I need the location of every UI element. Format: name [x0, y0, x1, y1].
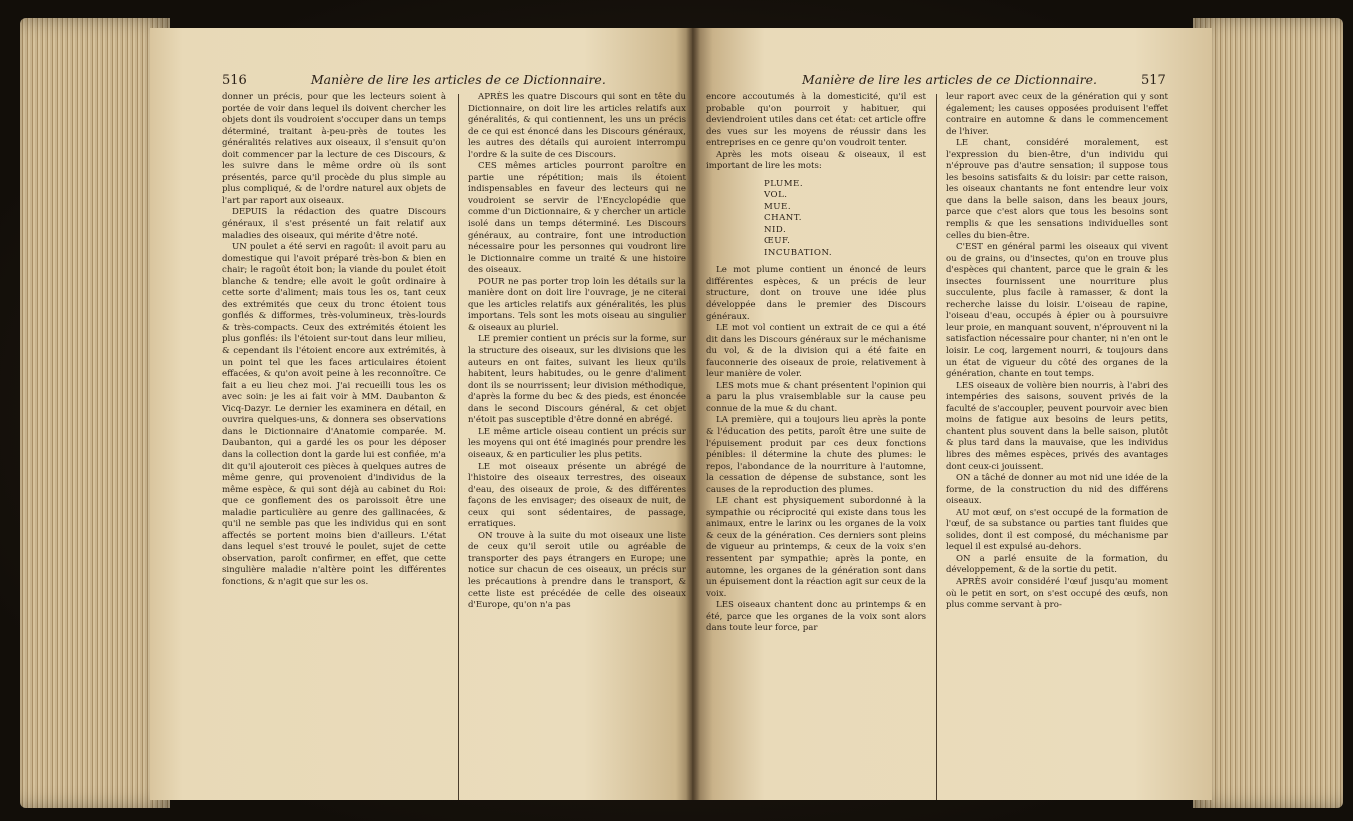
column-divider [936, 94, 937, 800]
paragraph: UN poulet a été servi en ragoût: il avoit paru au domestique qui l'avoit préparé très-bon & bien en chair; le ragoût étoit bon; la viande du poulet étoit blanche & tendre; elle avoit le goût ordinaire à cette sorte d'aliment; mais tous les os, tant ceux des extrémités que ceux du tronc étoient tous gonflés & difformes, très-volumineux, très-lourds & très-compacts. Ceux des extrémités étoient les plus gonflés: ils l'étoient sur-tout dans leur milieu, & cependant ils l'étoient encore aux extrémités, à un point tel que les faces articulaires étoient effacées, & qu'on avoit peine à les reconnoître. Ce fait a eu lieu chez moi. J'ai recueilli tous les os avec soin: je les ai fait voir à MM. Daubanton & Vicq-Dazyr. Le dernier les examinera en détail, en ouvrira quelques-uns, & donnera ses observations dans le Dictionnaire d'Anatomie comparée. M. Daubanton, qui a gardé les os pour les déposer dans la collection dont la garde lui est confiée, m'a dit qu'il ajouteroit ces pièces à quelques autres de même genre, qui provenoient d'individus de la même espèce, & qui sont déjà au cabinet du Roi: que ce gonflement des os paroissoit être une maladie particulière au genre des gallinacées, & qu'il ne semble pas que les individus qui en sont affectés se portent moins bien d'ailleurs. L'état dans lequel s'est trouvé le poulet, sujet de cette observation, paroît confirmer, en effet, que cette singulière maladie n'altère point les différentes fonctions, & n'agit que sur les os. [222, 242, 446, 587]
paragraph: encore accoutumés à la domesticité, qu'il est probable qu'on pourroit y habituer, qui deviendroient utiles dans cet état: cet article offre des vues sur les moyens de réussir dans les entreprises en ce genre qu'on voudroit tenter. [706, 92, 926, 149]
paragraph: LES oiseaux chantent donc au printemps & en été, parce que les organes de la voix sont alors dans toute leur force, par [706, 600, 926, 634]
right-header-title: Manière de lire les articles de ce Dictionnaire. [802, 72, 1097, 87]
list-item: INCUBATION. [764, 247, 833, 258]
paragraph: Le mot plume contient un énoncé de leurs différentes espèces, & un précis de leur structure, dont on trouve une idée plus développée dans le premier des Discours généraux. [706, 265, 926, 322]
left-header-title: Manière de lire les articles de ce Dictionnaire. [310, 72, 606, 87]
column-divider [458, 94, 459, 800]
paragraph: LE mot oiseaux présente un abrégé de l'histoire des oiseaux terrestres, des oiseaux d'eau, des oiseaux de proie, & des différentes façons de les envisager; des oiseaux de nuit, de ceux qui sont sédentaires, de passage, erratiques. [468, 461, 686, 530]
left-running-head [222, 72, 662, 88]
paragraph: leur raport avec ceux de la génération qui y sont également; les causes opposées produisent l'effet contraire en automne & dans le commencement de l'hiver. [946, 92, 1168, 137]
paragraph: AU mot œuf, on s'est occupé de la formation de l'œuf, de sa substance ou parties tant fluides que solides, dont il est composé, du méchanisme par lequel il est expulsé au-dehors. [946, 507, 1168, 553]
paragraph: ON a parlé ensuite de la formation, du développement, & de la sortie du petit. [946, 553, 1168, 576]
paragraph: Après les mots oiseau & oiseaux, il est important de lire les mots: [706, 149, 926, 172]
paragraph: ON a tâché de donner au mot nid une idée de la forme, de la construction du nid des différens oiseaux. [946, 473, 1168, 507]
paragraph: DEPUIS la rédaction des quatre Discours généraux, il s'est présenté un fait relatif aux maladies des oiseaux, qui mérite d'être noté. [222, 207, 446, 241]
list-item: CHANT. [764, 213, 802, 224]
paragraph: LE chant est physiquement subordonné à la sympathie ou réciprocité qui existe dans tous les animaux, entre le larinx ou les organes de la voix & ceux de la génération. Ces derniers sont pleins de vigueur au printemps, & ceux de la voix s'en ressentent par sympathie; après la ponte, en automne, les organes de la génération sont dans un épuisement dont la réaction agit sur ceux de la voix. [706, 496, 926, 599]
paragraph: APRÈS avoir considéré l'œuf jusqu'au moment où le petit en sort, on s'est occupé des œufs, non plus comme servant à pro- [946, 576, 1168, 611]
list-item: VOL. [764, 190, 788, 201]
book-gutter [686, 28, 700, 800]
paragraph: LE mot vol contient un extrait de ce qui a été dit dans les Discours généraux sur le méchanisme du vol, & de la division qui a été faite en fauconnerie des oiseaux de proie, relativement à leur manière de voler. [706, 323, 926, 380]
list-item: PLUME. [764, 178, 804, 189]
paragraph: LE premier contient un précis sur la forme, sur la structure des oiseaux, sur les divisions que les auteurs en ont faites, suivant les lieux qu'ils habitent, leurs habitudes, ou le genre d'aliment dont ils se nourrissent; leur division méthodique, d'après la forme du bec & des pieds, est énoncée dans le second Discours général, & cet objet n'étoit pas susceptible d'être donné en abrégé. [468, 334, 686, 426]
paragraph: LE même article oiseau contient un précis sur les moyens qui ont été imaginés pour prendre les oiseaux, & en particulier les plus petits. [468, 426, 686, 460]
paragraph: C'EST en général parmi les oiseaux qui vivent ou de grains, ou d'insectes, qu'on en trouve plus d'espèces qui chantent, parce que le grain & les insectes fournissent une nourriture plus succulente, plus facile à ramasser, & dont la recherche laisse du loisir. L'oiseau de rapine, l'oiseau d'eau, occupés à épier ou à poursuivre leur proie, en manquant souvent, n'éprouvent ni la satisfaction nécessaire pour chanter, ni n'en ont le loisir. Le coq, largement nourri, & toujours dans un état de vigueur du côté des organes de la génération, chante en tout temps. [946, 242, 1168, 380]
word-list [764, 179, 926, 260]
left-page [150, 28, 692, 800]
list-item: NID. [764, 224, 787, 235]
right-running-head [802, 72, 1202, 88]
paragraph: LA première, qui a toujours lieu après la ponte & l'éducation des petits, paroît être une suite de l'épuisement produit par ces deux fonctions pénibles: il détermine la chute des plumes: le repos, l'abondance de la nourriture à l'automne, la cessation de dépense de substance, sont les causes de la reproduction des plumes. [706, 415, 926, 495]
right-page-edges [1193, 18, 1343, 808]
left-column-2 [468, 92, 686, 612]
paragraph: POUR ne pas porter trop loin les détails sur la manière dont on doit lire l'ouvrage, je ne citerai que les articles relatifs aux généralités, les plus importans. Tels sont les mots oiseau au singulier & oiseaux au pluriel. [468, 276, 686, 333]
paragraph: donner un précis, pour que les lecteurs soient à portée de voir dans lequel ils doivent chercher les objets dont ils voudroient s'occuper dans un temps déterminé, traitant à-peu-près de toutes les généralités relatives aux oiseaux, il s'ensuit qu'on doit commencer par la lecture de ces Discours, & les suivre dans le même ordre où ils sont présentés, parce qu'il procède du plus simple au plus compliqué, & de l'ordre naturel aux objets de l'art par raport aux oiseaux. [222, 92, 446, 206]
list-item: MUE. [764, 201, 792, 212]
right-column-2 [946, 92, 1168, 612]
paragraph: CES mêmes articles pourront paroître en partie une répétition; mais ils étoient indispensables en faveur des lecteurs qui ne voudroient se servir de l'Encyclopédie que comme d'un Dictionnaire, & y chercher un article isolé dans un temps déterminé. Les Discours généraux, au contraire, font une introduction nécessaire pour les personnes qui voudront lire le Dictionnaire comme un traité & une histoire des oiseaux. [468, 161, 686, 276]
paragraph: ON trouve à la suite du mot oiseaux une liste de ceux qu'il seroit utile ou agréable de transporter des pays étrangers en Europe; une notice sur chacun de ces oiseaux, un précis sur les précautions à prendre dans le transport, & cette liste est précédée de celle des oiseaux d'Europe, qu'on n'a pas [468, 530, 686, 611]
right-page [692, 28, 1212, 800]
list-item: ŒUF. [764, 236, 791, 247]
right-column-1 [706, 92, 926, 635]
paragraph: LES mots mue & chant présentent l'opinion qui a paru la plus vraisemblable sur la cause peu connue de la mue & du chant. [706, 380, 926, 414]
right-page-number: 517 [1140, 73, 1166, 88]
paragraph: APRÈS les quatre Discours qui sont en tête du Dictionnaire, on doit lire les articles relatifs aux généralités, & qui contiennent, les uns un précis de ce qui est énoncé dans les Discours généraux, les autres des détails qui auroient interrompu l'ordre & la suite de ces Discours. [468, 92, 686, 160]
paragraph: LE chant, considéré moralement, est l'expression du bien-être, d'un individu qui n'éprouve pas d'autre sensation; il suppose tous les besoins satisfaits & du loisir: par cette raison, les oiseaux chantants ne font entendre leur voix que dans la belle saison, dans les beaux jours, parce que c'est alors que tous les besoins sont remplis & que les sensations individuelles sont celles du bien-être. [946, 138, 1168, 241]
left-column-1 [222, 92, 446, 589]
left-page-edges [20, 18, 170, 808]
paragraph: LES oiseaux de volière bien nourris, à l'abri des intempéries des saisons, souvent privés de la faculté de s'accoupler, peuvent pourvoir avec bien moins de fatigue aux besoins de leurs petits, chantent plus souvent dans la belle saison, plutôt & plus tard dans la mauvaise, que les individus libres des mêmes espèces, privés des avantages dont ceux-ci jouissent. [946, 380, 1168, 472]
left-page-number: 516 [222, 73, 247, 88]
